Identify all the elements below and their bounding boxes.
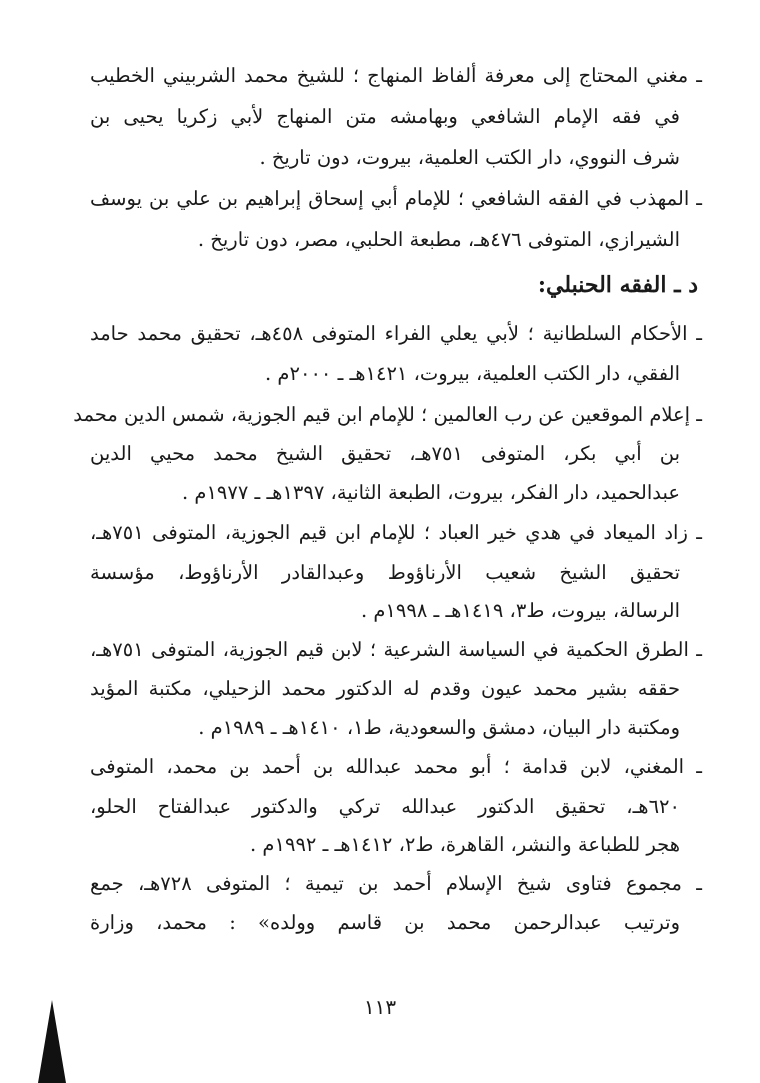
- entry-mughni-ibn-qudama-line-1: ـ المغني، لابن قدامة ؛ أبو محمد عبدالله بن أحمد بن محمد، المتوفى: [90, 755, 702, 778]
- entry-turuq-hukmiyya-line-1: ـ الطرق الحكمية في السياسة الشرعية ؛ لابن قيم الجوزية، المتوفى ٧٥١هـ،: [90, 638, 702, 661]
- entry-muhadhdhab-line-2: الشيرازي، المتوفى ٤٧٦هـ، مطبعة الحلبي، مصر، دون تاريخ .: [197, 228, 680, 251]
- entry-majmu-fatawa-line-2: وترتيب عبدالرحمن محمد بن قاسم وولده» : محمد، وزارة: [90, 911, 680, 934]
- entry-ilam-muwaqqiin-line-1: ـ إعلام الموقعين عن رب العالمين ؛ للإمام ابن قيم الجوزية، شمس الدين محمد: [73, 403, 702, 426]
- entry-mughni-ibn-qudama-line-2: ٦٢٠هـ، تحقيق الدكتور عبدالله تركي والدكتور عبدالفتاح الحلو،: [90, 795, 680, 818]
- entry-ahkam-sultaniyya-line-2: الفقي، دار الكتب العلمية، بيروت، ١٤٢١هـ ـ ٢٠٠٠م .: [265, 362, 680, 385]
- entry-mughni-muhtaj-line-1: ـ مغني المحتاج إلى معرفة ألفاظ المنهاج ؛ للشيخ محمد الشربيني الخطيب: [90, 64, 702, 87]
- entry-zad-maad-line-2: تحقيق الشيخ شعيب الأرناؤوط وعبدالقادر الأرناؤوط، مؤسسة: [90, 561, 680, 584]
- entry-turuq-hukmiyya-line-2: حققه بشير محمد عيون وقدم له الدكتور محمد الزحيلي، مكتبة المؤيد: [90, 677, 680, 700]
- entry-zad-maad-line-1: ـ زاد الميعاد في هدي خير العباد ؛ للإمام ابن قيم الجوزية، المتوفى ٧٥١هـ،: [90, 521, 702, 544]
- scan-edge-mark: [38, 1000, 66, 1083]
- section-heading-hanbali: د ـ الفقه الحنبلي:: [537, 272, 698, 298]
- entry-mughni-muhtaj-line-2: في فقه الإمام الشافعي وبهامشه متن المنهاج لأبي زكريا يحيى بن: [90, 105, 680, 128]
- entry-mughni-muhtaj-line-3: شرف النووي، دار الكتب العلمية، بيروت، دون تاريخ .: [259, 146, 680, 169]
- entry-mughni-ibn-qudama-line-3: هجر للطباعة والنشر، القاهرة، ط٢، ١٤١٢هـ ـ ١٩٩٢م .: [250, 833, 680, 856]
- entry-ahkam-sultaniyya-line-1: ـ الأحكام السلطانية ؛ لأبي يعلي الفراء المتوفى ٤٥٨هـ، تحقيق محمد حامد: [90, 322, 702, 345]
- entry-muhadhdhab-line-1: ـ المهذب في الفقه الشافعي ؛ للإمام أبي إسحاق إبراهيم بن علي بن يوسف: [90, 187, 702, 210]
- entry-majmu-fatawa-line-1: ـ مجموع فتاوى شيخ الإسلام أحمد بن تيمية ؛ المتوفى ٧٢٨هـ، جمع: [90, 872, 702, 895]
- entry-ilam-muwaqqiin-line-2: بن أبي بكر، المتوفى ٧٥١هـ، تحقيق الشيخ محمد محيي الدين: [90, 442, 680, 465]
- entry-ilam-muwaqqiin-line-3: عبدالحميد، دار الفكر، بيروت، الطبعة الثانية، ١٣٩٧هـ ـ ١٩٧٧م .: [181, 481, 680, 504]
- entry-zad-maad-line-3: الرسالة، بيروت، ط٣، ١٤١٩هـ ـ ١٩٩٨م .: [360, 599, 680, 622]
- page-number: ١١٣: [363, 995, 397, 1019]
- entry-turuq-hukmiyya-line-3: ومكتبة دار البيان، دمشق والسعودية، ط١، ١٤١٠هـ ـ ١٩٨٩م .: [198, 716, 680, 739]
